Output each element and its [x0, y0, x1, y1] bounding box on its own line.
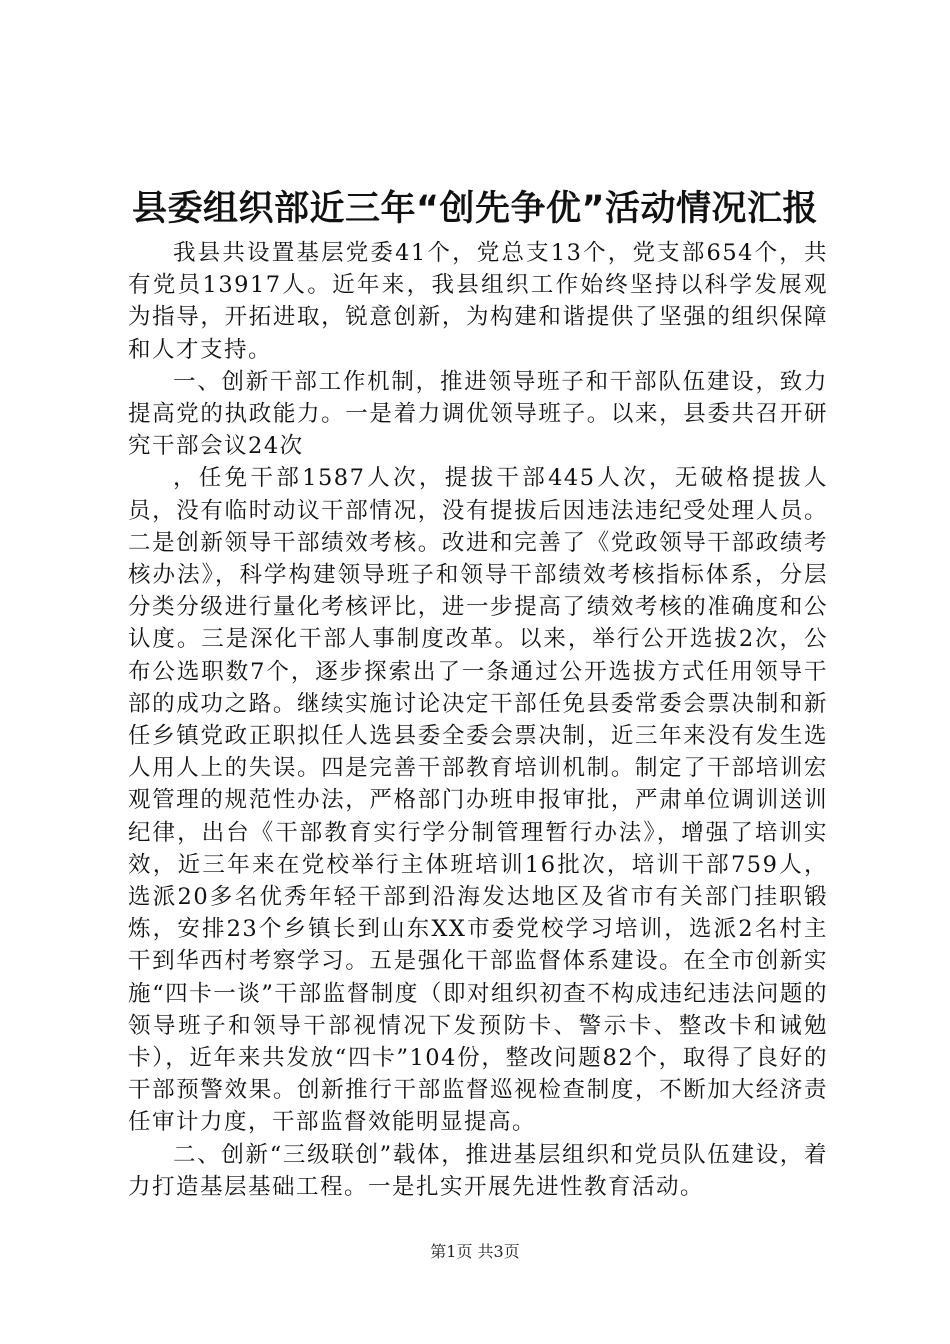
document-title: 县委组织部近三年“创先争优”活动情况汇报 [131, 189, 818, 229]
paragraph-section-1-heading: 一、创新干部工作机制，推进领导班子和干部队伍建设，致力提高党的执政能力。一是着力调优领导班子。以来，县委共召开研究干部会议24次 [128, 368, 828, 460]
document-body [128, 237, 828, 1203]
page-number-footer: 第1页 共3页 [430, 1242, 520, 1261]
paragraph-section-2-heading: 二、创新“三级联创”载体，推进基层组织和党员队伍建设，着力打造基层基础工程。一是扎实开展先进性教育活动。 [128, 1141, 828, 1200]
paragraph-intro: 我县共设置基层党委41个，党总支13个，党支部654个，共有党员13917人。近年来，我县组织工作始终坚持以科学发展观为指导，开拓进取，锐意创新，为构建和谐提供了坚强的组织保障和人才支持。 [128, 240, 828, 363]
paragraph-section-1-body: ，任免干部1587人次，提拔干部445人次，无破格提拔人员，没有临时动议干部情况，没有提拔后因违法违纪受处理人员。二是创新领导干部绩效考核。改进和完善了《党政领导干部政绩考核办法》，科学构建领导班子和领导干部绩效考核指标体系，分层分类分级进行量化考核评比，进一步提高了绩效考核的准确度和公认度。三是深化干部人事制度改革。以来，举行公开选拔2次，公布公选职数7个，逐步探索出了一条通过公开选拔方式任用领导干部的成功之路。继续实施讨论决定干部任免县委常委会票决制和新任乡镇党政正职拟任人选县委全委会票决制，近三年来没有发生选人用人上的失误。四是完善干部教育培训机制。制定了干部培训宏观管理的规范性办法，严格部门办班申报审批，严肃单位调训送训纪律，出台《干部教育实行学分制管理暂行办法》，增强了培训实效，近三年来在党校举行主体班培训16批次，培训干部759人，选派20多名优秀年轻干部到沿海发达地区及省市有关部门挂职锻炼，安排23个乡镇长到山东XX市委党校学习培训，选派2名村主干到华西村考察学习。五是强化干部监督体系建设。在全市创新实施“四卡一谈”干部监督制度（即对组织初查不构成违纪违法问题的领导班子和领导干部视情况下发预防卡、警示卡、整改卡和诫勉卡），近年来共发放“四卡”104份，整改问题82个，取得了良好的干部预警效果。创新推行干部监督巡视检查制度，不断加大经济责任审计力度，干部监督效能明显提高。 [128, 465, 828, 1136]
